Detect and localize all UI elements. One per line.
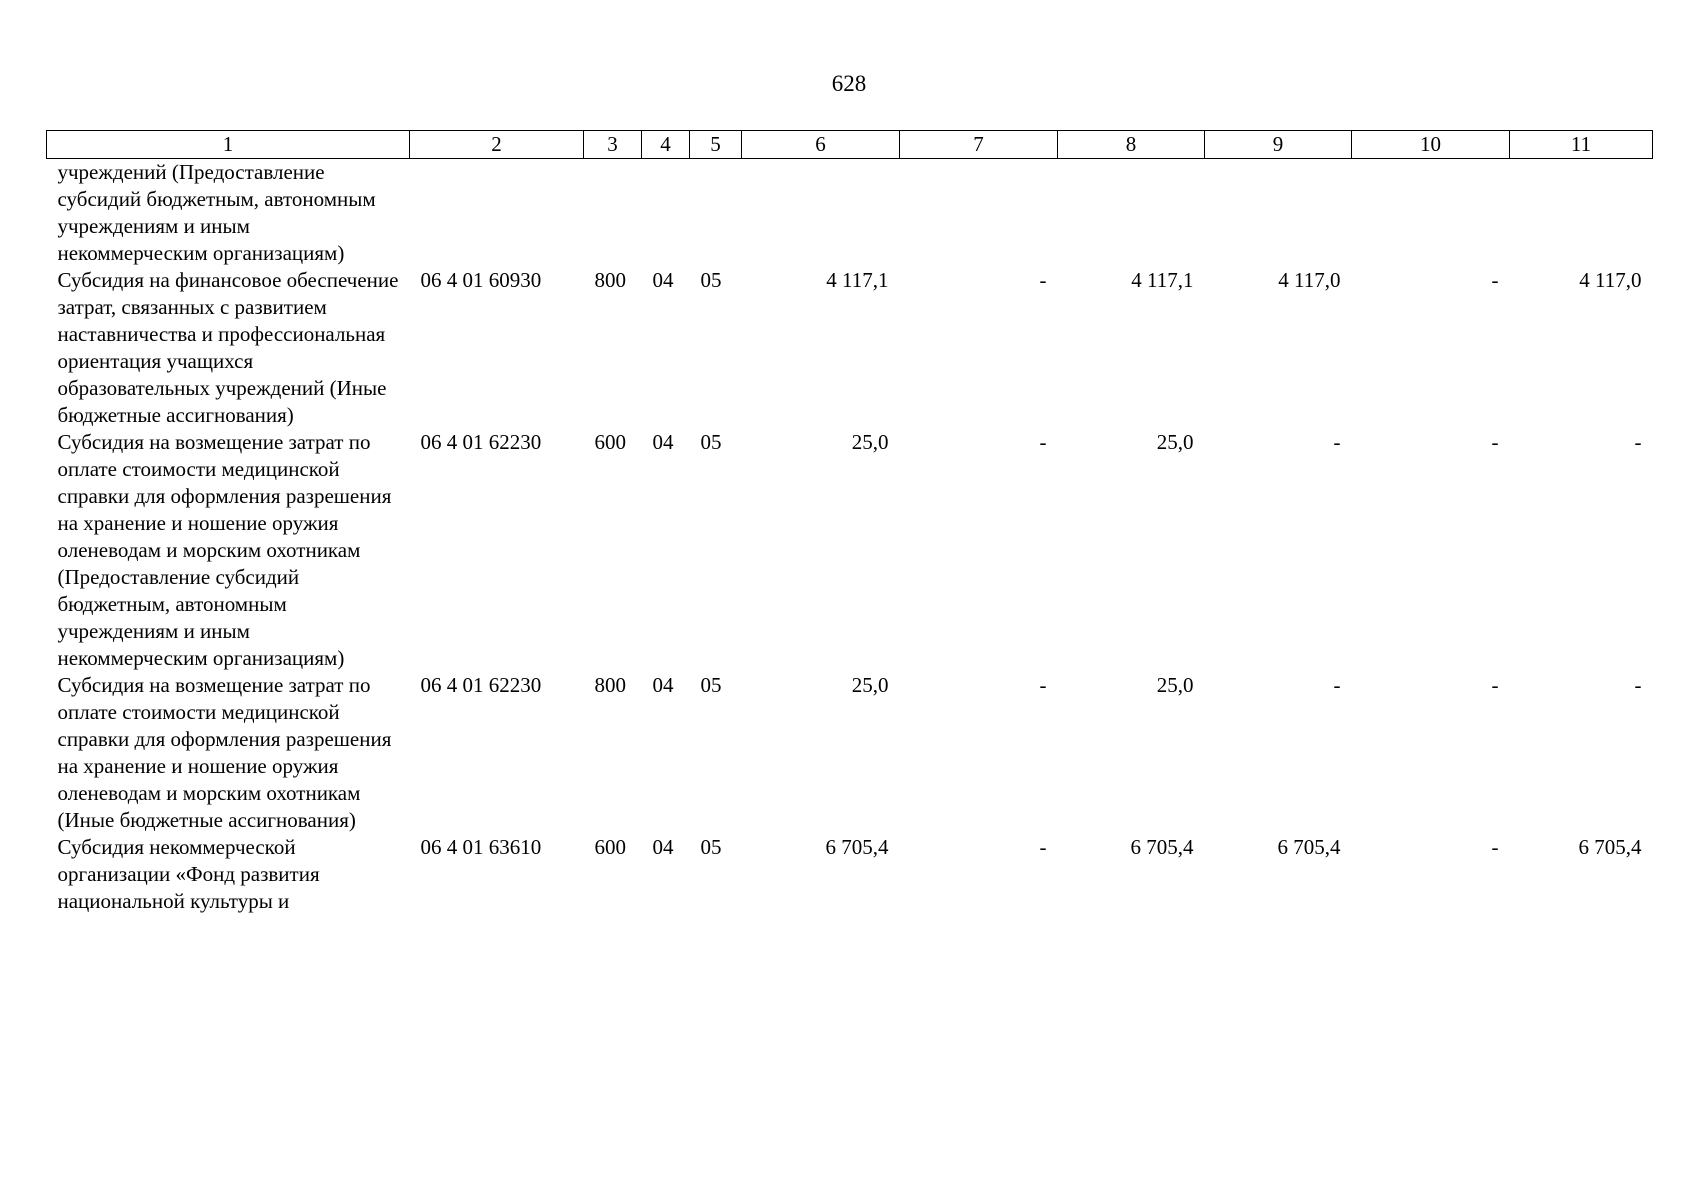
row-code <box>410 159 584 268</box>
column-header: 9 <box>1205 131 1352 159</box>
row-col10: - <box>1491 673 1499 697</box>
page-number: 628 <box>831 71 867 96</box>
row-code: 06 4 01 62230 <box>420 430 542 454</box>
row-col7: - <box>1039 673 1047 697</box>
row-col6: 25,0 <box>851 430 889 454</box>
row-col3: 600 <box>594 430 626 454</box>
row-col7 <box>900 159 1058 268</box>
column-header: 7 <box>900 131 1058 159</box>
row-description: учреждений (Предоставление субсидий бюджетным, автономным учреждениям и иным некоммерческим организациям) <box>57 160 376 265</box>
column-header: 5 <box>690 131 742 159</box>
row-col9 <box>1205 159 1352 268</box>
row-col5: 05 <box>700 835 722 859</box>
column-header: 6 <box>742 131 900 159</box>
row-description: Субсидия на возмещение затрат по оплате стоимости медицинской справки для оформления разрешения на хранение и ношение оружия оленеводам и морским охотникам (Иные бюджетные ассигнования) <box>57 673 392 832</box>
row-col9: - <box>1333 430 1341 454</box>
row-col11: - <box>1634 673 1642 697</box>
row-code: 06 4 01 63610 <box>420 835 542 859</box>
row-col6 <box>742 159 900 268</box>
row-col3 <box>584 159 642 268</box>
row-col6: 4 117,1 <box>826 268 889 292</box>
row-col11 <box>1510 159 1653 268</box>
column-header: 2 <box>410 131 584 159</box>
column-header: 11 <box>1510 131 1653 159</box>
row-col4: 04 <box>652 268 674 292</box>
table-row <box>47 159 1653 268</box>
column-header: 1 <box>47 131 410 159</box>
row-col10: - <box>1491 430 1499 454</box>
row-col4: 04 <box>652 673 674 697</box>
row-col10 <box>1352 159 1510 268</box>
budget-table <box>46 130 1653 915</box>
row-col7: - <box>1039 268 1047 292</box>
row-col5: 05 <box>700 430 722 454</box>
row-col9: 6 705,4 <box>1277 835 1341 859</box>
row-col8 <box>1058 159 1205 268</box>
row-col11: 4 117,0 <box>1579 268 1642 292</box>
row-col3: 600 <box>594 835 626 859</box>
table-row <box>47 429 1653 672</box>
row-description: Субсидия на финансовое обеспечение затрат, связанных с развитием наставничества и профессиональная ориентация учащихся образовательных учреждений (Иные бюджетные ассигнования) <box>57 268 399 427</box>
row-col5: 05 <box>700 673 722 697</box>
row-col3: 800 <box>594 268 626 292</box>
row-col6: 6 705,4 <box>825 835 889 859</box>
row-col8: 6 705,4 <box>1130 835 1194 859</box>
column-number-row <box>47 131 1653 159</box>
row-col8: 4 117,1 <box>1131 268 1194 292</box>
row-col4: 04 <box>652 835 674 859</box>
row-col5: 05 <box>700 268 722 292</box>
row-col3: 800 <box>594 673 626 697</box>
row-col4 <box>642 159 690 268</box>
row-code: 06 4 01 62230 <box>420 673 542 697</box>
row-col11: - <box>1634 430 1642 454</box>
row-col5 <box>690 159 742 268</box>
row-col8: 25,0 <box>1156 430 1194 454</box>
column-header: 10 <box>1352 131 1510 159</box>
row-col7: - <box>1039 430 1047 454</box>
row-col11: 6 705,4 <box>1578 835 1642 859</box>
column-header: 3 <box>584 131 642 159</box>
table-row <box>47 834 1653 915</box>
row-col8: 25,0 <box>1156 673 1194 697</box>
row-col4: 04 <box>652 430 674 454</box>
row-col9: 4 117,0 <box>1278 268 1341 292</box>
column-header: 8 <box>1058 131 1205 159</box>
table-row <box>47 267 1653 429</box>
table-row <box>47 672 1653 834</box>
row-col9: - <box>1333 673 1341 697</box>
row-col7: - <box>1039 835 1047 859</box>
row-description: Субсидия на возмещение затрат по оплате стоимости медицинской справки для оформления разрешения на хранение и ношение оружия оленеводам и морским охотникам (Предоставление субсидий бюджетным, автономным учреждениям и иным некоммерческим организациям) <box>57 430 392 670</box>
row-description: Субсидия некоммерческой организации «Фонд развития национальной культуры и <box>57 835 320 913</box>
row-col10: - <box>1491 268 1499 292</box>
row-col10: - <box>1491 835 1499 859</box>
row-col6: 25,0 <box>851 673 889 697</box>
column-header: 4 <box>642 131 690 159</box>
row-code: 06 4 01 60930 <box>420 268 542 292</box>
